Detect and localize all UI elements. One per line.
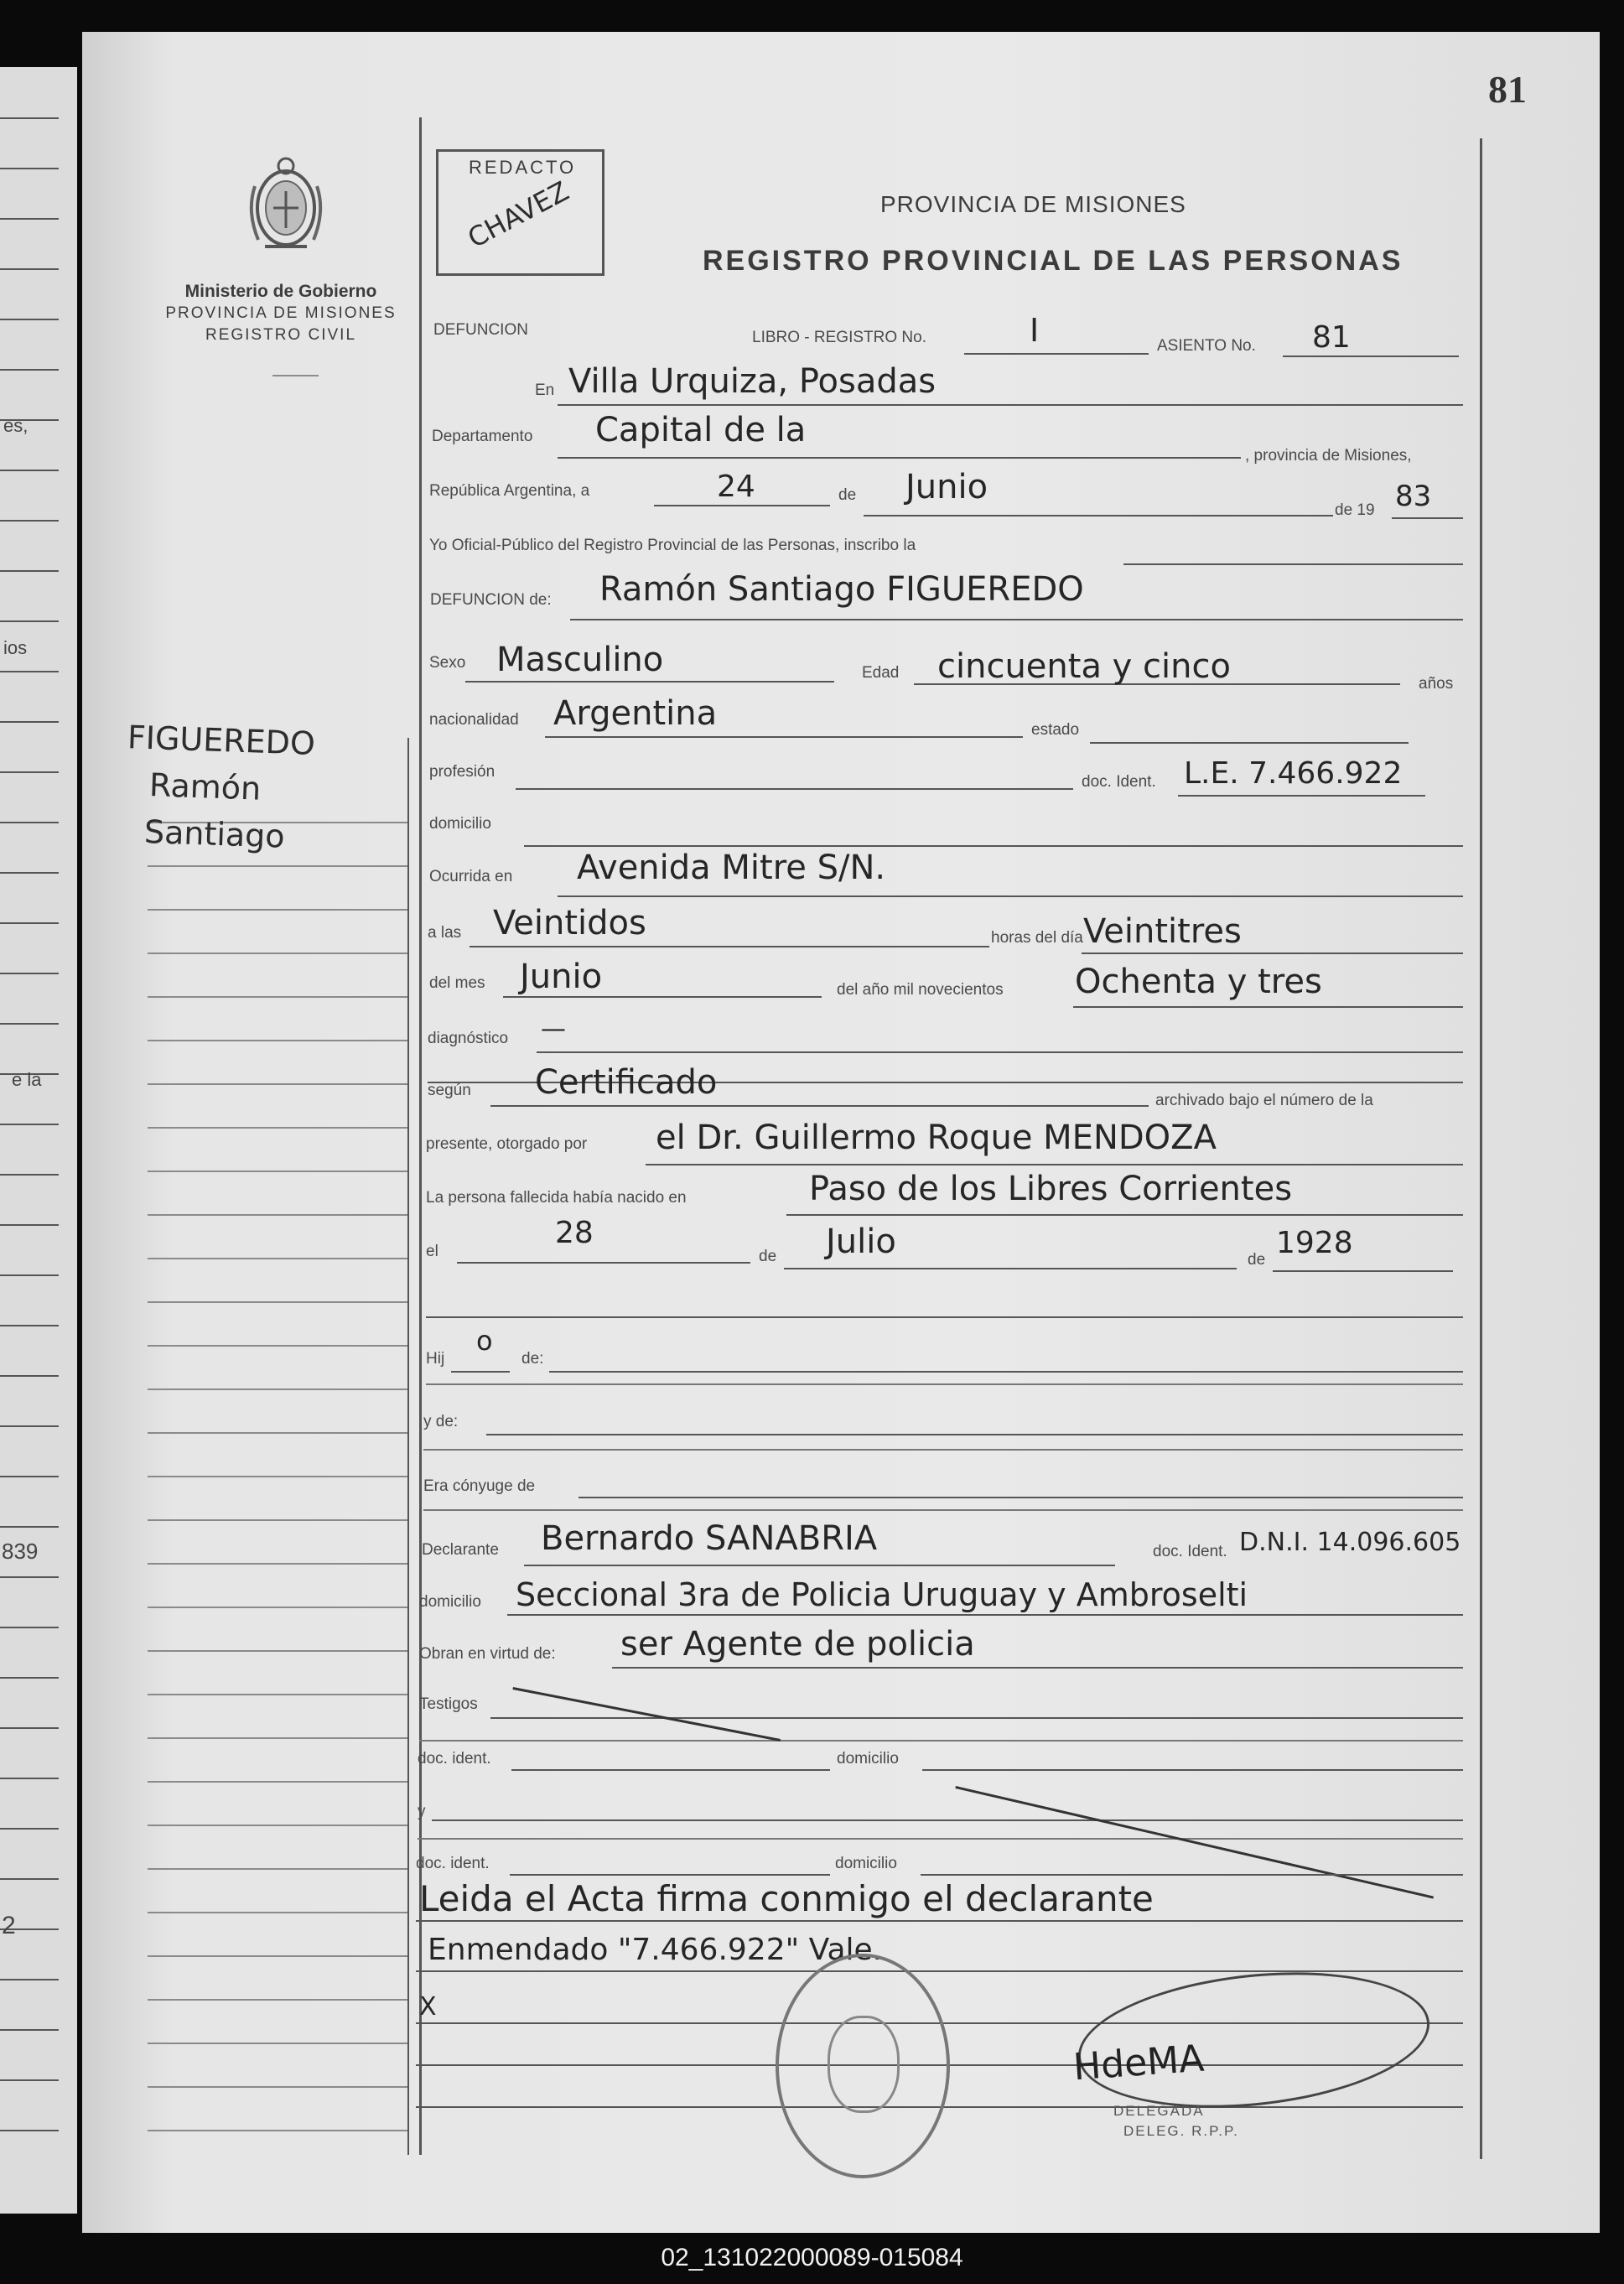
anos-label: años — [1419, 675, 1454, 693]
horas-label: horas del día — [991, 929, 1083, 947]
obran-label: Obran en virtud de: — [419, 1645, 556, 1663]
libro-value: I — [1030, 312, 1040, 349]
ano-line — [1073, 1006, 1463, 1008]
left-page-fragment: 2 — [2, 1912, 16, 1939]
nacido-label: La persona fallecida había nacido en — [426, 1189, 687, 1207]
registrar-signature: HdeMA — [1071, 2037, 1206, 2089]
dom1-label: domicilio — [837, 1750, 899, 1768]
sexo-line — [465, 681, 834, 683]
act-type-label: DEFUNCION — [433, 321, 528, 339]
asiento-value: 81 — [1312, 320, 1351, 355]
closing-line-2: Enmendado "7.466.922" Vale. — [428, 1933, 883, 1967]
birth-de-label: de — [759, 1248, 777, 1265]
departamento-line — [558, 457, 1241, 459]
year-line — [1392, 517, 1463, 519]
horas-line — [1082, 953, 1463, 954]
conyuge-label: Era cónyuge de — [423, 1477, 536, 1495]
declarante-value: Bernardo SANABRIA — [541, 1519, 878, 1558]
presente-value: el Dr. Guillermo Roque MENDOZA — [656, 1119, 1217, 1157]
asiento-line — [1283, 356, 1459, 357]
blank-line — [426, 1383, 1463, 1385]
departamento-value: Capital de la — [595, 411, 807, 449]
ocurrida-line — [558, 895, 1463, 897]
hijo-label: Hij — [426, 1350, 445, 1368]
hijo-de-label: de: — [521, 1350, 544, 1368]
y-label: y — [418, 1803, 426, 1820]
nacido-value: Paso de los Libres Corrientes — [809, 1170, 1293, 1208]
margin-second-name: Santiago — [143, 812, 286, 855]
presente-line — [646, 1164, 1463, 1165]
decl-doc-label: doc. Ident. — [1153, 1543, 1227, 1560]
defuncion-line — [570, 619, 1463, 620]
header-registry: REGISTRO PROVINCIAL DE LAS PERSONAS — [703, 245, 1403, 277]
signature-title-line-2: DELEG. R.P.P. — [1123, 2123, 1239, 2139]
nacionalidad-label: nacionalidad — [429, 711, 519, 729]
libro-line — [964, 353, 1149, 355]
seal-center-emblem — [828, 2016, 900, 2113]
stamp-handwritten-name: CHAVEZ — [462, 174, 574, 255]
coat-of-arms-emblem — [240, 153, 332, 257]
page-number: 81 — [1488, 68, 1527, 111]
ano-label: del año mil novecientos — [837, 981, 1004, 999]
declarante-label: Declarante — [422, 1541, 499, 1559]
blank-line — [418, 1838, 1463, 1840]
horas-value: Veintitres — [1083, 912, 1242, 951]
de-label: de — [838, 486, 857, 504]
margin-surname: FIGUEREDO — [127, 719, 316, 762]
ocurrida-label: Ocurrida en — [429, 868, 513, 885]
hijo-de-line — [549, 1371, 1463, 1373]
estado-label: estado — [1031, 721, 1080, 739]
blank-line — [419, 1740, 1463, 1742]
decl-dom-label: domicilio — [419, 1593, 481, 1611]
doc-ident-label: doc. Ident. — [1082, 773, 1156, 791]
ano-value: Ochenta y tres — [1075, 963, 1322, 1001]
declarante-line — [524, 1565, 1115, 1566]
defuncion-value: Ramón Santiago FIGUEREDO — [599, 570, 1084, 609]
en-label: En — [535, 382, 555, 399]
ministry-province: PROVINCIA DE MISIONES — [165, 304, 397, 322]
sexo-value: Masculino — [496, 641, 664, 679]
decl-dom-value: Seccional 3ra de Policia Uruguay y Ambroselti — [516, 1576, 1248, 1613]
ocurrida-value: Avenida Mitre S/N. — [577, 849, 886, 887]
doc1-line — [511, 1769, 830, 1771]
oficial-line — [1123, 563, 1463, 565]
birth-year: 1928 — [1276, 1226, 1353, 1260]
month-value: Junio — [905, 468, 988, 506]
closing-line-1-rule — [416, 1920, 1463, 1922]
stamp-title: REDACTO — [469, 157, 577, 178]
y-de-label: y de: — [423, 1413, 459, 1430]
estado-line — [1090, 742, 1409, 744]
asiento-label: ASIENTO No. — [1157, 337, 1256, 355]
left-page-fragment: e la — [12, 1069, 42, 1090]
signature-title-line-1: DELEGADA — [1113, 2103, 1205, 2119]
republica-label: República Argentina, a — [429, 482, 590, 500]
diagnostico-line — [537, 1051, 1463, 1053]
profesion-line — [516, 788, 1073, 790]
left-page-fragment: ios — [3, 637, 28, 658]
decl-doc-value: D.N.I. 14.096.605 — [1239, 1528, 1461, 1557]
sexo-label: Sexo — [429, 654, 466, 672]
day-value: 24 — [717, 470, 755, 504]
margin-divider-inner — [407, 738, 409, 2155]
blank-line — [426, 1316, 1463, 1318]
ministry-underline — [272, 375, 319, 376]
el-label: el — [426, 1243, 438, 1260]
del-mes-line — [503, 996, 822, 998]
ministry-block — [143, 281, 419, 346]
a-las-label: a las — [428, 924, 462, 942]
segun-label: según — [428, 1082, 471, 1099]
hijo-value: o — [476, 1325, 493, 1357]
diagnostico-label: diagnóstico — [428, 1030, 509, 1047]
adjacent-page-edge — [0, 67, 77, 2214]
nacido-line — [786, 1214, 1463, 1216]
margin-first-name: Ramón — [148, 766, 262, 807]
month-line — [864, 515, 1333, 516]
edad-label: Edad — [862, 664, 900, 682]
redacto-stamp — [436, 149, 604, 276]
dom2-line — [921, 1874, 1463, 1876]
y-line — [432, 1819, 1463, 1821]
dom2-label: domicilio — [835, 1855, 897, 1872]
a-las-line — [470, 946, 989, 947]
diagnostico-value: — — [541, 1015, 566, 1044]
del-mes-label: del mes — [429, 974, 485, 992]
presente-label: presente, otorgado por — [426, 1135, 588, 1153]
header-province: PROVINCIA DE MISIONES — [880, 191, 1186, 217]
doc1-label: doc. ident. — [418, 1750, 491, 1768]
birth-month: Julio — [826, 1222, 896, 1261]
day-line — [654, 505, 830, 506]
ministry-registry: REGISTRO CIVIL — [205, 326, 357, 344]
birth-day-line — [457, 1262, 750, 1264]
departamento-label: Departamento — [432, 428, 533, 445]
left-page-fragment: es, — [3, 415, 29, 436]
birth-month-line — [784, 1268, 1237, 1269]
oficial-text: Yo Oficial-Público del Registro Provincial de las Personas, inscribo la — [429, 537, 916, 554]
testigos-line — [490, 1717, 1463, 1719]
decl-dom-line — [507, 1614, 1463, 1616]
hijo-line — [451, 1371, 510, 1373]
right-border — [1480, 138, 1482, 2159]
en-line — [558, 404, 1463, 406]
libro-label: LIBRO - REGISTRO No. — [752, 329, 926, 346]
en-value: Villa Urquiza, Posadas — [568, 362, 937, 401]
edad-value: cincuenta y cinco — [937, 647, 1231, 686]
official-round-seal — [776, 1954, 950, 2178]
testigos-label: Testigos — [419, 1695, 478, 1713]
doc-ident-value: L.E. 7.466.922 — [1184, 756, 1403, 791]
del-mes-value: Junio — [520, 958, 603, 996]
birth-year-line — [1273, 1270, 1453, 1272]
obran-value: ser Agente de policia — [620, 1625, 975, 1664]
domicilio-label: domicilio — [429, 815, 491, 833]
dom1-line — [922, 1769, 1463, 1771]
blank-line — [423, 1449, 1463, 1451]
doc-ident-line — [1178, 795, 1425, 797]
ministry-title: Ministerio de Gobierno — [184, 282, 377, 301]
birth-day: 28 — [555, 1216, 594, 1250]
defuncion-label: DEFUNCION de: — [430, 591, 552, 609]
margin-name — [123, 714, 316, 861]
closing-line-1: Leida el Acta firma conmigo el declarante — [419, 1878, 1154, 1919]
nacionalidad-value: Argentina — [553, 694, 718, 733]
doc2-line — [510, 1874, 830, 1876]
left-page-fragment: 839 — [2, 1539, 39, 1564]
blank-line — [423, 1509, 1463, 1511]
birth-de2-label: de — [1248, 1251, 1266, 1269]
provincia-label: , provincia de Misiones, — [1245, 447, 1412, 465]
de19-label: de 19 — [1335, 501, 1375, 519]
doc2-label: doc. ident. — [416, 1855, 490, 1872]
y-de-line — [486, 1434, 1463, 1435]
margin-divider — [419, 117, 422, 2155]
conyuge-line — [579, 1497, 1463, 1498]
year-value: 83 — [1395, 480, 1432, 513]
file-identifier: 02_131022000089-015084 — [661, 2244, 963, 2271]
archivado-label: archivado bajo el número de la — [1155, 1092, 1373, 1109]
domicilio-line — [524, 845, 1463, 847]
segun-value: Certificado — [535, 1063, 718, 1102]
a-las-value: Veintidos — [493, 904, 646, 942]
nacionalidad-line — [545, 736, 1023, 738]
obran-line — [612, 1667, 1463, 1669]
profesion-label: profesión — [429, 763, 496, 781]
segun-line — [490, 1105, 1149, 1107]
closing-mark: X — [419, 1992, 437, 2022]
